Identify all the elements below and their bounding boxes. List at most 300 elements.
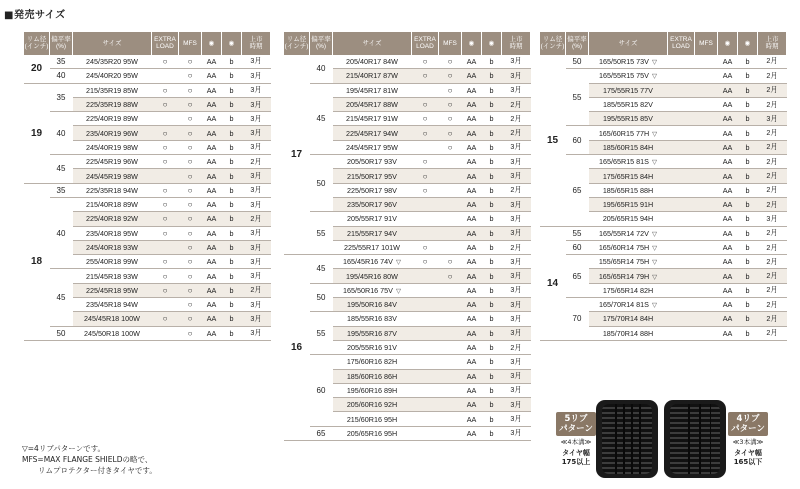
size-cell: 165/70R14 81S ▽ bbox=[589, 298, 668, 312]
release-cell: 3月 bbox=[242, 197, 271, 211]
extra-load-cell bbox=[668, 269, 695, 283]
fuel-grade-cell: AA bbox=[462, 269, 482, 283]
mfs-cell: ○ bbox=[179, 140, 202, 154]
grip-grade-cell: b bbox=[482, 197, 502, 211]
release-cell: 3月 bbox=[502, 55, 531, 69]
mfs-cell bbox=[439, 383, 462, 397]
header-release: 上市 時期 bbox=[242, 32, 271, 55]
size-cell: 185/60R16 86H bbox=[333, 369, 412, 383]
tire-4rib-image bbox=[664, 400, 726, 478]
grip-grade-cell: b bbox=[482, 369, 502, 383]
size-cell: 235/40R18 95W bbox=[73, 226, 152, 240]
fuel-grade-cell: AA bbox=[462, 112, 482, 126]
extra-load-cell bbox=[412, 212, 439, 226]
header-fuel-icon: ◉ bbox=[202, 32, 222, 55]
grip-grade-cell: b bbox=[738, 83, 758, 97]
extra-load-cell: ○ bbox=[412, 183, 439, 197]
release-cell: 2月 bbox=[758, 126, 787, 140]
grip-grade-cell: b bbox=[222, 312, 242, 326]
extra-load-cell: ○ bbox=[152, 155, 179, 169]
release-cell: 3月 bbox=[242, 298, 271, 312]
release-cell: 2月 bbox=[758, 326, 787, 340]
release-cell: 3月 bbox=[242, 97, 271, 111]
size-cell: 175/65R15 84H bbox=[589, 169, 668, 183]
four-rib-marker: ▽ bbox=[651, 58, 657, 66]
mfs-cell bbox=[439, 226, 462, 240]
footnote-line: ▽=4リブパターンです。 bbox=[22, 444, 105, 453]
extra-load-cell: ○ bbox=[412, 97, 439, 111]
fuel-grade-cell: AA bbox=[462, 340, 482, 354]
fuel-grade-cell: AA bbox=[718, 197, 738, 211]
release-cell: 2月 bbox=[758, 169, 787, 183]
extra-load-cell bbox=[412, 83, 439, 97]
grip-grade-cell: b bbox=[222, 169, 242, 183]
extra-load-cell bbox=[668, 155, 695, 169]
tire5-lanes: ≪4本溝≫ bbox=[560, 438, 592, 447]
grip-grade-cell: b bbox=[482, 212, 502, 226]
size-cell: 245/45R19 98W bbox=[73, 169, 152, 183]
mfs-cell bbox=[695, 112, 718, 126]
size-cell: 185/65R15 88H bbox=[589, 183, 668, 197]
grip-grade-cell: b bbox=[738, 155, 758, 169]
size-cell: 215/40R17 87W bbox=[333, 69, 412, 83]
mfs-cell bbox=[439, 283, 462, 297]
extra-load-cell bbox=[668, 55, 695, 69]
mfs-cell: ○ bbox=[179, 255, 202, 269]
size-cell: 195/50R16 84V bbox=[333, 298, 412, 312]
size-cell: 185/60R15 84H bbox=[589, 140, 668, 154]
mfs-cell bbox=[695, 97, 718, 111]
grip-grade-cell: b bbox=[222, 126, 242, 140]
mfs-cell bbox=[439, 169, 462, 183]
grip-grade-cell: b bbox=[222, 212, 242, 226]
release-cell: 3月 bbox=[502, 255, 531, 269]
fuel-grade-cell: AA bbox=[202, 112, 222, 126]
extra-load-cell: ○ bbox=[152, 312, 179, 326]
table-row bbox=[540, 126, 787, 140]
fuel-grade-cell: AA bbox=[462, 97, 482, 111]
fuel-grade-cell: AA bbox=[718, 55, 738, 69]
extra-load-cell bbox=[668, 255, 695, 269]
fuel-grade-cell: AA bbox=[718, 240, 738, 254]
release-cell: 2月 bbox=[758, 226, 787, 240]
table-row bbox=[24, 183, 271, 197]
grip-grade-cell: b bbox=[222, 298, 242, 312]
size-cell: 215/45R17 91W bbox=[333, 112, 412, 126]
table-row bbox=[540, 240, 787, 254]
fuel-grade-cell: AA bbox=[718, 112, 738, 126]
header-grip-icon: ◉ bbox=[738, 32, 758, 55]
fuel-grade-cell: AA bbox=[718, 255, 738, 269]
release-cell: 2月 bbox=[758, 183, 787, 197]
flatness-cell: 65 bbox=[566, 255, 589, 298]
mfs-cell: ○ bbox=[179, 97, 202, 111]
size-cell: 225/40R19 89W bbox=[73, 112, 152, 126]
mfs-cell bbox=[439, 355, 462, 369]
extra-load-cell: ○ bbox=[152, 269, 179, 283]
size-cell: 165/55R15 75V ▽ bbox=[589, 69, 668, 83]
mfs-cell bbox=[439, 183, 462, 197]
grip-grade-cell: b bbox=[482, 269, 502, 283]
size-cell: 235/50R17 96V bbox=[333, 197, 412, 211]
flatness-cell: 65 bbox=[310, 426, 333, 440]
header-size: サイズ bbox=[333, 32, 412, 55]
fuel-grade-cell: AA bbox=[718, 169, 738, 183]
fuel-grade-cell: AA bbox=[462, 240, 482, 254]
release-cell: 2月 bbox=[758, 197, 787, 211]
table-row bbox=[284, 426, 531, 440]
grip-grade-cell: b bbox=[482, 226, 502, 240]
fuel-grade-cell: AA bbox=[462, 355, 482, 369]
release-cell: 3月 bbox=[242, 183, 271, 197]
table-row bbox=[24, 326, 271, 340]
size-cell: 215/40R18 89W bbox=[73, 197, 152, 211]
four-rib-marker: ▽ bbox=[395, 259, 401, 267]
extra-load-cell: ○ bbox=[412, 55, 439, 69]
size-cell: 155/65R14 75H ▽ bbox=[589, 255, 668, 269]
flatness-cell: 45 bbox=[50, 155, 73, 184]
table-row bbox=[24, 112, 271, 126]
fuel-grade-cell: AA bbox=[202, 269, 222, 283]
mfs-cell bbox=[695, 255, 718, 269]
release-cell: 3月 bbox=[502, 155, 531, 169]
extra-load-cell bbox=[412, 226, 439, 240]
header-flatness: 偏平率 (%) bbox=[310, 32, 333, 55]
release-cell: 3月 bbox=[502, 212, 531, 226]
mfs-cell bbox=[439, 426, 462, 440]
fuel-grade-cell: AA bbox=[462, 183, 482, 197]
size-cell: 185/55R16 83V bbox=[333, 312, 412, 326]
extra-load-cell bbox=[668, 326, 695, 340]
grip-grade-cell: b bbox=[482, 55, 502, 69]
mfs-cell: ○ bbox=[439, 126, 462, 140]
mfs-cell bbox=[439, 240, 462, 254]
mfs-cell bbox=[439, 312, 462, 326]
flatness-cell: 70 bbox=[566, 298, 589, 341]
grip-grade-cell: b bbox=[738, 326, 758, 340]
mfs-cell: ○ bbox=[179, 312, 202, 326]
size-cell: 225/35R19 88W bbox=[73, 97, 152, 111]
release-cell: 2月 bbox=[758, 55, 787, 69]
grip-grade-cell: b bbox=[482, 183, 502, 197]
size-cell: 165/65R15 81S ▽ bbox=[589, 155, 668, 169]
grip-grade-cell: b bbox=[222, 97, 242, 111]
grip-grade-cell: b bbox=[738, 140, 758, 154]
header-grip-icon: ◉ bbox=[482, 32, 502, 55]
grip-grade-cell: b bbox=[222, 240, 242, 254]
rim-size-cell: 15 bbox=[540, 55, 566, 227]
release-cell: 3月 bbox=[758, 112, 787, 126]
release-cell: 3月 bbox=[502, 355, 531, 369]
extra-load-cell bbox=[412, 140, 439, 154]
four-rib-marker: ▽ bbox=[652, 273, 658, 281]
mfs-cell bbox=[695, 298, 718, 312]
mfs-cell: ○ bbox=[179, 55, 202, 69]
extra-load-cell bbox=[668, 298, 695, 312]
grip-grade-cell: b bbox=[738, 126, 758, 140]
grip-grade-cell: b bbox=[222, 283, 242, 297]
extra-load-cell bbox=[668, 83, 695, 97]
grip-grade-cell: b bbox=[738, 197, 758, 211]
mfs-cell: ○ bbox=[179, 183, 202, 197]
extra-load-cell bbox=[412, 426, 439, 440]
extra-load-cell bbox=[668, 240, 695, 254]
flatness-cell: 50 bbox=[310, 283, 333, 312]
fuel-grade-cell: AA bbox=[462, 412, 482, 426]
mfs-cell bbox=[695, 312, 718, 326]
size-cell: 165/60R15 77H ▽ bbox=[589, 126, 668, 140]
fuel-grade-cell: AA bbox=[718, 155, 738, 169]
size-cell: 215/50R17 95V bbox=[333, 169, 412, 183]
release-cell: 3月 bbox=[242, 126, 271, 140]
mfs-cell: ○ bbox=[439, 112, 462, 126]
fuel-grade-cell: AA bbox=[202, 283, 222, 297]
fuel-grade-cell: AA bbox=[202, 69, 222, 83]
extra-load-cell bbox=[152, 326, 179, 340]
flatness-cell: 35 bbox=[50, 83, 73, 112]
grip-grade-cell: b bbox=[222, 183, 242, 197]
extra-load-cell bbox=[412, 326, 439, 340]
release-cell: 3月 bbox=[502, 140, 531, 154]
fuel-grade-cell: AA bbox=[462, 140, 482, 154]
size-cell: 195/55R16 87V bbox=[333, 326, 412, 340]
grip-grade-cell: b bbox=[482, 140, 502, 154]
size-cell: 165/50R16 75V ▽ bbox=[333, 283, 412, 297]
grip-grade-cell: b bbox=[222, 226, 242, 240]
tire5-name: 5リブ パターン bbox=[556, 412, 596, 436]
table-row bbox=[24, 83, 271, 97]
extra-load-cell bbox=[412, 412, 439, 426]
flatness-cell: 60 bbox=[310, 355, 333, 426]
grip-grade-cell: b bbox=[222, 69, 242, 83]
header-size: サイズ bbox=[589, 32, 668, 55]
size-cell: 255/40R18 99W bbox=[73, 255, 152, 269]
footnote-line: リムプロテクター付きタイヤです。 bbox=[38, 465, 157, 475]
four-rib-marker: ▽ bbox=[651, 73, 657, 81]
mfs-cell bbox=[695, 55, 718, 69]
fuel-grade-cell: AA bbox=[718, 126, 738, 140]
grip-grade-cell: b bbox=[482, 426, 502, 440]
size-cell: 165/65R14 79H ▽ bbox=[589, 269, 668, 283]
tire-5rib-image bbox=[596, 400, 658, 478]
fuel-grade-cell: AA bbox=[718, 140, 738, 154]
header-rim: リム径 (インチ) bbox=[24, 32, 50, 55]
grip-grade-cell: b bbox=[222, 83, 242, 97]
fuel-grade-cell: AA bbox=[202, 83, 222, 97]
size-cell: 205/60R16 92H bbox=[333, 398, 412, 412]
grip-grade-cell: b bbox=[738, 97, 758, 111]
release-cell: 3月 bbox=[242, 69, 271, 83]
mfs-cell: ○ bbox=[439, 83, 462, 97]
extra-load-cell: ○ bbox=[152, 126, 179, 140]
mfs-cell bbox=[439, 340, 462, 354]
mfs-cell bbox=[439, 212, 462, 226]
mfs-cell bbox=[439, 369, 462, 383]
release-cell: 3月 bbox=[502, 83, 531, 97]
mfs-cell: ○ bbox=[439, 140, 462, 154]
extra-load-cell: ○ bbox=[152, 226, 179, 240]
mfs-cell bbox=[439, 155, 462, 169]
size-cell: 205/45R17 88W bbox=[333, 97, 412, 111]
release-cell: 3月 bbox=[242, 83, 271, 97]
tire4-lanes: ≪3本溝≫ bbox=[732, 438, 764, 447]
grip-grade-cell: b bbox=[222, 55, 242, 69]
table-row bbox=[284, 355, 531, 369]
mfs-cell: ○ bbox=[439, 269, 462, 283]
size-cell: 205/55R17 91V bbox=[333, 212, 412, 226]
flatness-cell: 60 bbox=[566, 126, 589, 155]
tire5-width: タイヤ幅 175以上 bbox=[561, 449, 591, 466]
size-cell: 175/70R14 84H bbox=[589, 312, 668, 326]
rim-size-cell: 14 bbox=[540, 226, 566, 340]
release-cell: 3月 bbox=[502, 69, 531, 83]
extra-load-cell bbox=[412, 283, 439, 297]
fuel-grade-cell: AA bbox=[202, 197, 222, 211]
flatness-cell: 65 bbox=[566, 155, 589, 226]
fuel-grade-cell: AA bbox=[202, 126, 222, 140]
rim-size-cell: 18 bbox=[24, 183, 50, 340]
table-row bbox=[284, 155, 531, 169]
grip-grade-cell: b bbox=[738, 312, 758, 326]
header-fuel-icon: ◉ bbox=[718, 32, 738, 55]
fuel-grade-cell: AA bbox=[202, 298, 222, 312]
grip-grade-cell: b bbox=[482, 97, 502, 111]
size-cell: 185/55R15 82V bbox=[589, 97, 668, 111]
extra-load-cell bbox=[152, 169, 179, 183]
size-cell: 195/45R16 80W bbox=[333, 269, 412, 283]
release-cell: 2月 bbox=[502, 112, 531, 126]
header-grip-icon: ◉ bbox=[222, 32, 242, 55]
grip-grade-cell: b bbox=[482, 383, 502, 397]
release-cell: 3月 bbox=[502, 383, 531, 397]
table-row bbox=[540, 226, 787, 240]
mfs-cell: ○ bbox=[179, 326, 202, 340]
grip-grade-cell: b bbox=[738, 283, 758, 297]
release-cell: 3月 bbox=[502, 426, 531, 440]
mfs-cell bbox=[695, 183, 718, 197]
release-cell: 2月 bbox=[502, 183, 531, 197]
fuel-grade-cell: AA bbox=[718, 69, 738, 83]
grip-grade-cell: b bbox=[482, 126, 502, 140]
release-cell: 2月 bbox=[502, 240, 531, 254]
size-cell: 225/35R18 94W bbox=[73, 183, 152, 197]
mfs-cell: ○ bbox=[179, 240, 202, 254]
grip-grade-cell: b bbox=[482, 312, 502, 326]
extra-load-cell: ○ bbox=[412, 155, 439, 169]
mfs-cell: ○ bbox=[179, 212, 202, 226]
fuel-grade-cell: AA bbox=[462, 283, 482, 297]
release-cell: 3月 bbox=[242, 169, 271, 183]
extra-load-cell bbox=[668, 169, 695, 183]
grip-grade-cell: b bbox=[482, 155, 502, 169]
release-cell: 2月 bbox=[242, 283, 271, 297]
size-cell: 225/50R17 98V bbox=[333, 183, 412, 197]
size-cell: 175/60R16 82H bbox=[333, 355, 412, 369]
release-cell: 2月 bbox=[502, 97, 531, 111]
mfs-cell: ○ bbox=[179, 69, 202, 83]
mfs-cell bbox=[439, 326, 462, 340]
header-rim: リム径 (インチ) bbox=[540, 32, 566, 55]
mfs-cell bbox=[695, 155, 718, 169]
header-rim: リム径 (インチ) bbox=[284, 32, 310, 55]
release-cell: 2月 bbox=[758, 269, 787, 283]
extra-load-cell: ○ bbox=[412, 69, 439, 83]
rim-size-cell: 20 bbox=[24, 55, 50, 84]
release-cell: 2月 bbox=[758, 69, 787, 83]
grip-grade-cell: b bbox=[482, 255, 502, 269]
extra-load-cell bbox=[412, 298, 439, 312]
tire4-label bbox=[728, 412, 768, 466]
mfs-cell bbox=[695, 326, 718, 340]
size-cell: 165/50R15 73V ▽ bbox=[589, 55, 668, 69]
flatness-cell: 40 bbox=[50, 69, 73, 83]
fuel-grade-cell: AA bbox=[462, 83, 482, 97]
release-cell: 3月 bbox=[242, 140, 271, 154]
mfs-cell: ○ bbox=[439, 69, 462, 83]
release-cell: 3月 bbox=[242, 226, 271, 240]
size-cell: 225/55R17 101W bbox=[333, 240, 412, 254]
flatness-cell: 60 bbox=[566, 240, 589, 254]
size-cell: 205/65R15 94H bbox=[589, 212, 668, 226]
extra-load-cell: ○ bbox=[412, 112, 439, 126]
mfs-cell bbox=[695, 226, 718, 240]
size-cell: 165/45R16 74V ▽ bbox=[333, 255, 412, 269]
release-cell: 3月 bbox=[502, 169, 531, 183]
mfs-cell bbox=[695, 212, 718, 226]
size-cell: 195/45R17 81W bbox=[333, 83, 412, 97]
table-row bbox=[284, 83, 531, 97]
fuel-grade-cell: AA bbox=[462, 55, 482, 69]
extra-load-cell bbox=[668, 283, 695, 297]
header-extra-load: EXTRA LOAD bbox=[668, 32, 695, 55]
extra-load-cell: ○ bbox=[412, 126, 439, 140]
mfs-cell bbox=[695, 269, 718, 283]
size-cell: 245/45R17 95W bbox=[333, 140, 412, 154]
size-cell: 205/50R17 93V bbox=[333, 155, 412, 169]
size-cell: 215/45R18 93W bbox=[73, 269, 152, 283]
table-row bbox=[540, 298, 787, 312]
fuel-grade-cell: AA bbox=[718, 312, 738, 326]
mfs-cell: ○ bbox=[439, 97, 462, 111]
extra-load-cell bbox=[668, 126, 695, 140]
release-cell: 2月 bbox=[758, 83, 787, 97]
fuel-grade-cell: AA bbox=[462, 398, 482, 412]
fuel-grade-cell: AA bbox=[202, 97, 222, 111]
fuel-grade-cell: AA bbox=[462, 326, 482, 340]
extra-load-cell: ○ bbox=[152, 183, 179, 197]
flatness-cell: 45 bbox=[310, 83, 333, 154]
header-size: サイズ bbox=[73, 32, 152, 55]
extra-load-cell: ○ bbox=[412, 240, 439, 254]
mfs-cell bbox=[439, 197, 462, 211]
fuel-grade-cell: AA bbox=[202, 255, 222, 269]
tire5-label bbox=[556, 412, 596, 466]
grip-grade-cell: b bbox=[738, 55, 758, 69]
header-release: 上市 時期 bbox=[758, 32, 787, 55]
grip-grade-cell: b bbox=[738, 112, 758, 126]
release-cell: 3月 bbox=[502, 398, 531, 412]
grip-grade-cell: b bbox=[482, 112, 502, 126]
size-cell: 245/40R19 98W bbox=[73, 140, 152, 154]
release-cell: 3月 bbox=[758, 212, 787, 226]
release-cell: 2月 bbox=[758, 140, 787, 154]
four-rib-marker: ▽ bbox=[652, 130, 658, 138]
extra-load-cell: ○ bbox=[412, 169, 439, 183]
release-cell: 2月 bbox=[758, 240, 787, 254]
release-cell: 3月 bbox=[502, 283, 531, 297]
fuel-grade-cell: AA bbox=[462, 255, 482, 269]
extra-load-cell bbox=[412, 269, 439, 283]
